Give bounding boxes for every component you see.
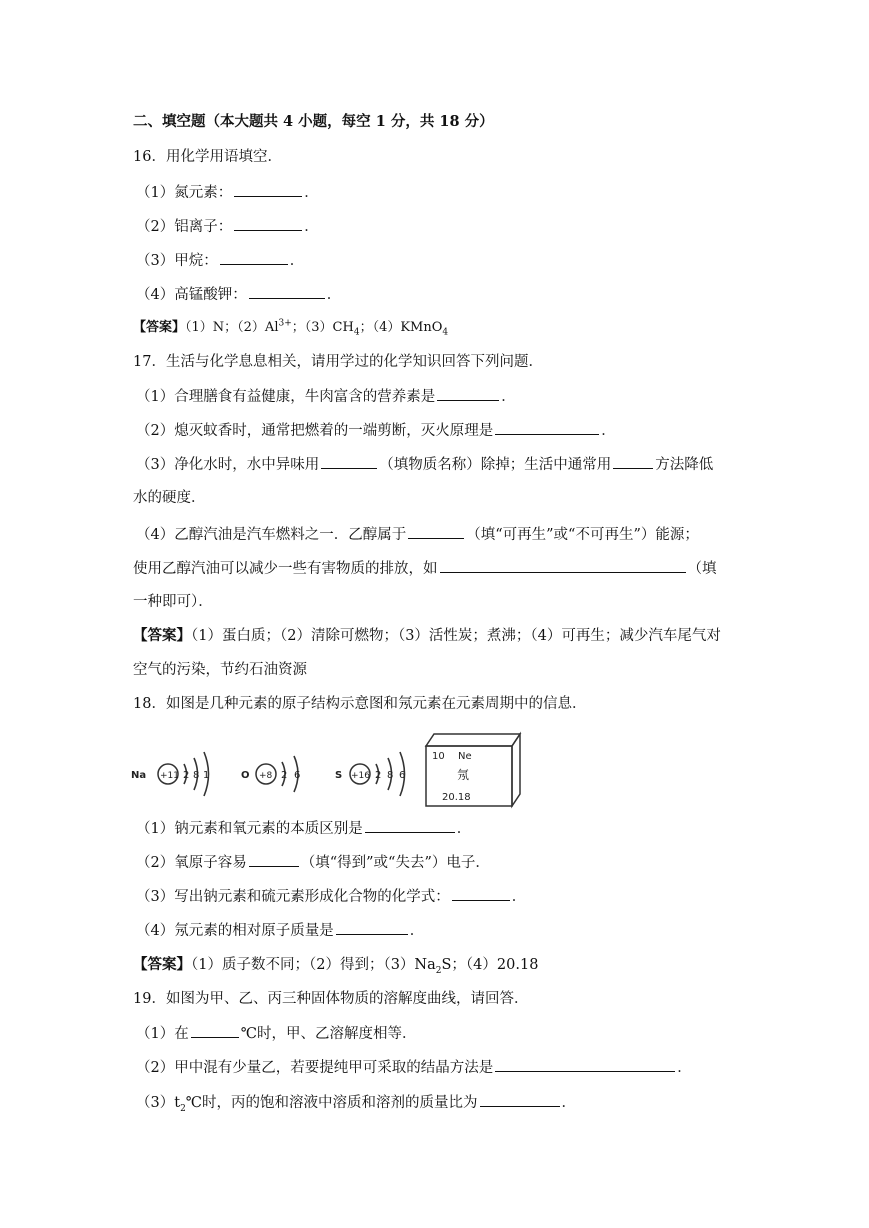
q16-item-2: （2）铝离子： ． [136, 216, 319, 237]
o-shell-2: 6 [294, 770, 301, 781]
q16-item-1: （1）氮元素： ． [136, 182, 319, 203]
na-nucleus-charge: +11 [160, 771, 179, 781]
q17-item-3: （3）净化水时，水中异味用 （填物质名称）除掉；生活中通常用 方法降低 [136, 454, 713, 475]
q18-answer: 【答案】（1）质子数不同；（2）得到；$(3)Na_2S$；（4）20.18 [133, 956, 539, 976]
q16-answer: 【答案】（1）N；$(2)Al^{3+}$；$(3)CH_4$；（4）KMnO$_4$ [133, 318, 449, 338]
answer-blank[interactable] [191, 1023, 239, 1038]
ne-atomic-mass: 20.18 [442, 792, 471, 803]
q17-stem: 17．生活与化学息息相关，请用学过的化学知识回答下列问题． [133, 354, 543, 370]
q16-stem: 16．用化学用语填空． [133, 149, 282, 165]
ne-atomic-number: 10 [432, 751, 445, 762]
q18-stem: 18．如图是几种元素的原子结构示意图和氖元素在元素周期中的信息． [133, 696, 587, 712]
q17-answer: 【答案】（1）蛋白质；（2）清除可燃物；（3）活性炭；煮沸；（4）可再生；减少汽车尾气对 [133, 627, 721, 644]
q18-item-3: （3）写出钠元素和硫元素形成化合物的化学式： ． [136, 886, 526, 907]
q17-answer-cont: 空气的污染，节约石油资源 [133, 662, 307, 678]
s-nucleus-charge: +16 [351, 771, 370, 781]
answer-blank[interactable] [408, 524, 464, 539]
answer-blank[interactable] [452, 886, 510, 901]
answer-blank[interactable] [495, 1057, 675, 1072]
na-shell-2: 8 [193, 770, 200, 781]
answer-blank[interactable] [234, 182, 302, 197]
answer-blank[interactable] [321, 454, 377, 469]
q17-item-1: （1）合理膳食有益健康，牛肉富含的营养素是 ． [136, 386, 516, 407]
na-symbol: Na [131, 770, 147, 781]
answer-blank[interactable] [480, 1092, 560, 1107]
q17-item-4-end: 一种即可）． [133, 594, 213, 610]
o-nucleus-charge: +8 [259, 771, 273, 781]
q19-item-1: （1）在 ℃时，甲、乙溶解度相等． [136, 1023, 416, 1044]
q16-item-3: （3）甲烷： ． [136, 250, 304, 271]
q19-item-3: $(3)t_2℃$时，丙的饱和溶液中溶质和溶剂的质量比为 ． [136, 1092, 576, 1113]
o-shell-1: 2 [281, 770, 288, 781]
answer-blank[interactable] [249, 284, 325, 299]
answer-blank[interactable] [495, 420, 599, 435]
na-shell-3: 1 [203, 770, 210, 781]
q19-stem: 19．如图为甲、乙、丙三种固体物质的溶解度曲线，请回答． [133, 991, 529, 1007]
answer-blank[interactable] [440, 558, 686, 573]
answer-blank[interactable] [249, 852, 299, 867]
q17-item-2: （2）熄灭蚊香时，通常把燃着的一端剪断，灭火原理是 ． [136, 420, 616, 441]
q17-item-4-cont: 使用乙醇汽油可以减少一些有害物质的排放，如 （填 [133, 558, 717, 579]
q18-item-4: （4）氖元素的相对原子质量是 ． [136, 920, 424, 941]
s-symbol: S [335, 770, 343, 781]
q18-item-1: （1）钠元素和氧元素的本质区别是 ． [136, 818, 471, 839]
na-shell-1: 2 [183, 770, 190, 781]
answer-blank[interactable] [365, 818, 455, 833]
atomic-structure-diagram [128, 730, 528, 810]
answer-blank[interactable] [437, 386, 499, 401]
s-shell-3: 6 [399, 770, 406, 781]
answer-blank[interactable] [234, 216, 302, 231]
answer-blank[interactable] [220, 250, 288, 265]
section-title: 二、填空题（本大题共 4 小题，每空 1 分，共 18 分） [133, 113, 494, 130]
q17-item-4: （4）乙醇汽油是汽车燃料之一．乙醇属于 （填“可再生”或“不可再生”）能源； [136, 524, 699, 545]
ne-name: 氖 [457, 768, 470, 782]
q17-item-3-cont: 水的硬度． [133, 490, 206, 506]
q16-item-4: （4）高锰酸钾： ． [136, 284, 341, 305]
ne-symbol: Ne [458, 751, 472, 762]
o-symbol: O [241, 770, 250, 781]
answer-blank[interactable] [613, 454, 653, 469]
answer-blank[interactable] [336, 920, 408, 935]
s-shell-1: 2 [375, 770, 382, 781]
q19-item-2: （2）甲中混有少量乙，若要提纯甲可采取的结晶方法是 ． [136, 1057, 692, 1078]
q18-item-2: （2）氧原子容易 （填“得到”或“失去”）电子． [136, 852, 490, 873]
s-shell-2: 8 [387, 770, 394, 781]
